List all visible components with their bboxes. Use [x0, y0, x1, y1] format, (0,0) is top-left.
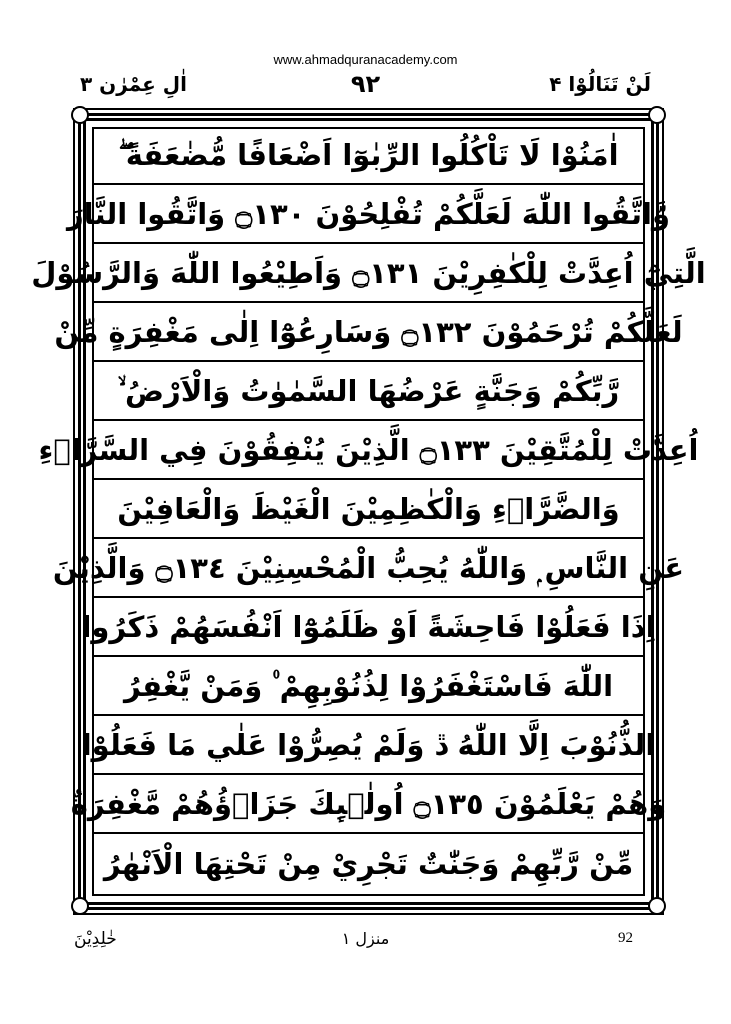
text-line: اُعِدَّتْ لِلْمُتَّقِيْنَ ۝١٣٣ الَّذِيْنَ يُنْفِقُوْنَ فِي السَّرَّاۗءِ: [92, 422, 645, 480]
text-line: اِذَا فَعَلُوْا فَاحِشَةً اَوْ ظَلَمُوْٓا اَنْفُسَھُمْ ذَكَرُوا: [92, 599, 645, 657]
corner-ornament-icon: [71, 897, 89, 915]
text-line: وَھُمْ يَعْلَمُوْنَ ۝١٣٥ اُولٰۗىِٕكَ جَزَاۗؤُھُمْ مَّغْفِرَةٌ: [92, 776, 645, 834]
text-line: اٰمَنُوْا لَا تَاْكُلُوا الرِّبٰوٓا اَضْعَافًا مُّضٰعَفَةً ۖ: [92, 127, 645, 185]
text-line: عَنِ النَّاسِ ۭ وَاللّٰهُ يُحِبُّ الْمُحْسِنِيْنَ ۝١٣٤ وَالَّذِيْنَ: [92, 540, 645, 598]
text-line: اللّٰهَ فَاسْتَغْفَرُوْا لِذُنُوْبِهِمْ ۠ وَمَنْ يَّغْفِرُ: [92, 658, 645, 716]
text-line: وَّاتَّقُوا اللّٰهَ لَعَلَّكُمْ تُفْلِحُوْنَ ۝١٣٠ وَاتَّقُوا النَّارَ: [92, 186, 645, 244]
text-line: لَعَلَّكُمْ تُرْحَمُوْنَ ۝١٣٢ وَسَارِعُوْٓا اِلٰى مَغْفِرَةٍ مِّنْ: [92, 304, 645, 362]
text-line: وَالضَّرَّاۗءِ وَالْكٰظِمِيْنَ الْغَيْظَ وَالْعَافِيْنَ: [92, 481, 645, 539]
corner-ornament-icon: [648, 106, 666, 124]
corner-ornament-icon: [71, 106, 89, 124]
manzil-marker: منزل ١: [341, 929, 390, 948]
catchword: خٰلِدِيْنَ: [74, 929, 117, 949]
corner-ornament-icon: [648, 897, 666, 915]
website-url: www.ahmadquranacademy.com: [273, 52, 458, 67]
surah-name: اٰلِ عِمْرٰن ۳: [80, 72, 187, 96]
juz-name: لَنْ تَنَالُوْا ۴: [549, 72, 651, 96]
page-number: 92: [618, 930, 633, 946]
text-line: رَّبِّكُمْ وَجَنَّةٍ عَرْضُهَا السَّمٰوٰتُ وَالْاَرْضُ ۙ: [92, 363, 645, 421]
text-line: مِّنْ رَّبِّھِمْ وَجَنّٰتٌ تَجْرِيْ مِنْ تَحْتِهَا الْاَنْهٰرُ: [103, 847, 634, 882]
text-line: الَّتِيْٓ اُعِدَّتْ لِلْكٰفِرِيْنَ ۝١٣١ وَاَطِيْعُوا اللّٰهَ وَالرَّسُوْلَ: [92, 245, 645, 303]
quran-text-block: [31, 127, 706, 896]
page-number-arabic: ٩٢: [350, 70, 381, 98]
text-line: الذُّنُوْبَ اِلَّا اللّٰهُ ڐ وَلَمْ يُصِرُّوْا عَلٰي مَا فَعَلُوْا: [92, 717, 645, 775]
